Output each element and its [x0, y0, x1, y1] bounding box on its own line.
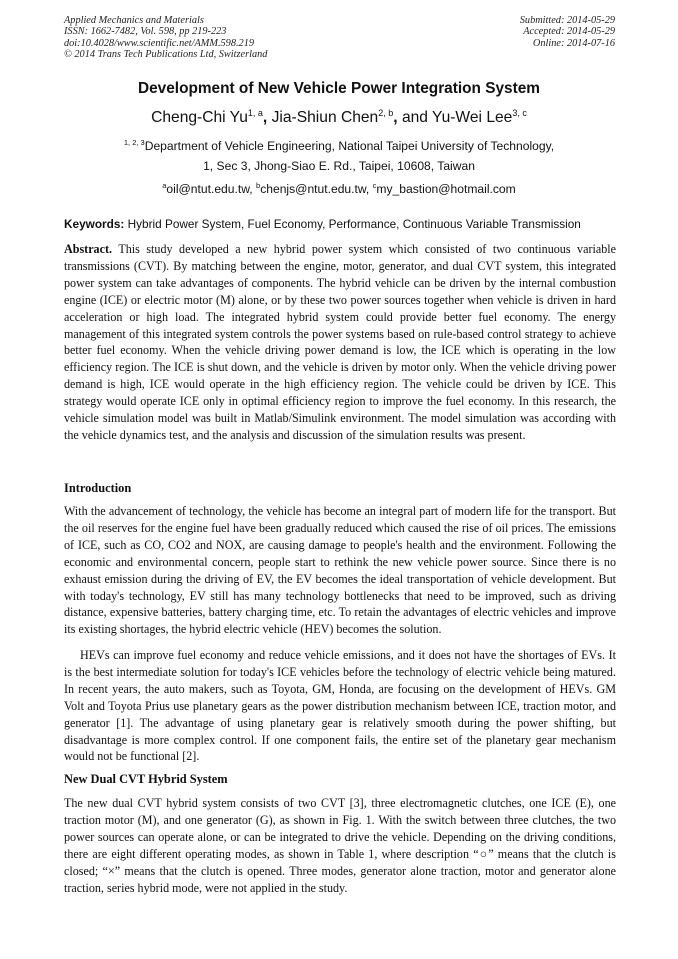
- email-link[interactable]: my_bastion@hotmail.com: [376, 182, 516, 196]
- journal-header: [64, 15, 267, 61]
- email-mark: a: [162, 181, 167, 190]
- email-link[interactable]: oil@ntut.edu.tw,: [166, 182, 253, 196]
- dates-header: [520, 15, 615, 49]
- online-date: Online: 2014-07-16: [532, 37, 615, 49]
- keywords-text: Hybrid Power System, Fuel Economy, Performance, Continuous Variable Transmission: [127, 217, 581, 231]
- author-affiliation-mark: 2, b: [378, 108, 394, 118]
- introduction-paragraph-2: HEVs can improve fuel economy and reduce vehicle emissions, and it does not have the shortages of EVs. It is the best intermediate solution for today's ICE vehicles before the technology of electric vehicle being matured. In recent years, the auto makers, such as Toyota, GM, Honda, are focusing on the development of HEVs. GM Volt and Toyota Prius use planetary gears as the power distribution mechanism between ICE, traction motor, and generator [1]. The advantage of using planetary gear is relatively smooth during the power shifting, but disadvantage is more complex control. If one component fails, the entire set of the planetary gear mechanism would not be functional [2].: [64, 648, 616, 764]
- section-heading: New Dual CVT Hybrid System: [64, 772, 228, 786]
- email-mark: c: [372, 181, 377, 190]
- journal-doi: doi:10.4028/www.scientific.net/AMM.598.219: [64, 37, 254, 49]
- section-paragraph: The new dual CVT hybrid system consists of two CVT [3], three electromagnetic clutches, one ICE (E), one traction motor (M), and one generator (G), as shown in Fig. 1. With the switch between three clutches, the two power sources can operate alone, or can be integrated to drive the vehicle. Depending on the driving conditions, there are eight different operating modes, as shown in Table 1, where description “○” means that the clutch is closed; “×” means that the clutch is opened. Three modes, generator alone traction, motor and generator alone traction, series hybrid mode, were not applied in the study.: [64, 796, 616, 895]
- author-separator: ,: [262, 109, 268, 126]
- abstract: [64, 241, 616, 444]
- keywords: [64, 217, 624, 231]
- author-and: and: [401, 109, 428, 126]
- affiliation-line-1: [0, 138, 678, 153]
- email-link[interactable]: chenjs@ntut.edu.tw,: [260, 182, 370, 196]
- paper-title: Development of New Vehicle Power Integration System: [138, 80, 540, 97]
- accepted-date: Accepted: 2014-05-29: [523, 26, 615, 38]
- email-mark: b: [256, 181, 261, 190]
- author-name: Jia-Shiun Chen: [271, 109, 379, 126]
- author-emails: [0, 181, 678, 196]
- abstract-text: This study developed a new hybrid power system which consisted of two continuous variable transmissions (CVT). By matching between the engine, motor, generator, and dual CVT system, this integrated power system can take advantages of components. The hybrid vehicle can be driven by the internal combustion engine (ICE) or electric motor (M) alone, or by these two power sources together when vehicle is driven in hard acceleration or high load. The integrated hybrid system could provide better fuel economy. The energy management of this integrated system controls the power systems based on rule-based control strategy to achieve better fuel economy. When the vehicle driving power demand is low, the ICE which is operating in the low efficiency region. The ICE is shut down, and the vehicle is driven by motor only. When the vehicle driving power demand is high, ICE would operate in the high efficiency region. The vehicle could be driven by ICE. This strategy would operate ICE only in optimal efficiency region to improve the fuel economy. In this research, the vehicle simulation model was built in Matlab/Simulink environment. The model simulation was according with the vehicle dynamics test, and the analysis and discussion of the simulation results was present.: [64, 242, 616, 442]
- author-separator: ,: [393, 109, 398, 126]
- author-name: Yu-Wei Lee: [432, 109, 513, 126]
- author-list: [0, 108, 678, 127]
- affiliation-department: Department of Vehicle Engineering, National Taipei University of Technology,: [144, 139, 555, 153]
- affiliation-mark: 1, 2, 3: [123, 138, 145, 147]
- author-affiliation-mark: 1, a: [247, 108, 263, 118]
- introduction-paragraph-1: With the advancement of technology, the vehicle has become an integral part of modern life for the transport. But the oil reserves for the engine fuel have been gradually reduced which caused the rise of oil prices. The emissions of ICE, such as CO, CO2 and NOX, are causing damage to people's health and the environment. Following the economic and environmental concern, people start to rethink the new vehicle power source. Since there is no exhaust emission during the driving of EV, the EV becomes the ideal transportation of vehicle development. But with today's technology, EV still has many technology bottlenecks that need to be improved, such as driving distance, expensive batteries, battery charging time, etc. To retain the advantages of electric vehicles and improve its existing shortages, the hybrid electric vehicle (HEV) becomes the solution.: [64, 504, 616, 637]
- submitted-date: Submitted: 2014-05-29: [519, 15, 615, 26]
- affiliation-address: 1, Sec 3, Jhong-Siao E. Rd., Taipei, 10608, Taiwan: [203, 159, 475, 173]
- journal-copyright: © 2014 Trans Tech Publications Ltd, Switzerland: [64, 49, 268, 61]
- introduction-heading: Introduction: [64, 481, 132, 495]
- keywords-label: Keywords:: [64, 217, 125, 231]
- journal-issn: ISSN: 1662-7482, Vol. 598, pp 219-223: [64, 26, 227, 38]
- author-affiliation-mark: 3, c: [512, 108, 527, 118]
- author-name: Cheng-Chi Yu: [151, 109, 248, 126]
- abstract-label: Abstract.: [64, 242, 113, 256]
- journal-name: Applied Mechanics and Materials: [64, 15, 204, 26]
